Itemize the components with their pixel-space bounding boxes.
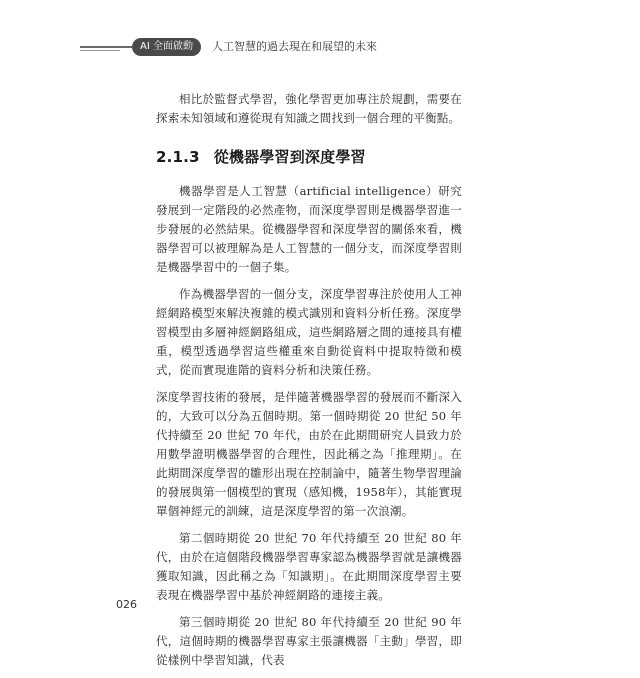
- paragraph-3: 作為機器學習的一個分支，深度學習專注於使用人工神經網路模型來解決複雜的模式識別和資料分析任務。深度學習模型由多層神經網路組成，這些網路層之間的連接具有權重，模型透過學習這些權重來自動從資料中提取特徵和模式，從而實現進階的資料分析和決策任務。: [156, 287, 462, 377]
- section-title: 從機器學習到深度學習: [213, 148, 366, 166]
- paragraph-2: 機器學習是人工智慧（artificial intelligence）研究發展到一定階段的必然產物，而深度學習則是機器學習進一步發展的必然結果。從機器學習和深度學習的關係來看，機器學習可以被理解為是人工智慧的一個分支，而深度學習則是機器學習中的一個子集。: [156, 184, 462, 274]
- paragraph-1: 相比於監督式學習，強化學習更加專注於規劃，需要在探索未知領域和遵從現有知識之間找到一個合理的平衡點。: [156, 92, 462, 125]
- running-header: [80, 38, 600, 56]
- page-body: [156, 90, 462, 678]
- header-rule-thin: [80, 50, 120, 51]
- header-rule: [80, 46, 132, 48]
- header-chapter-title: 人工智慧的過去現在和展望的未來: [212, 40, 377, 53]
- section-number: 2.1.3: [156, 148, 200, 166]
- section-heading: [156, 146, 462, 168]
- paragraph-4: 深度學習技術的發展，是伴隨著機器學習的發展而不斷深入的，大致可以分為五個時期。第一個時期從 20 世紀 50 年代持續至 20 世紀 70 年代，由於在此期間研究人員致力於用數學證明機器學習的合理性，因此稱之為「推理期」。在此期間深度學習的雛形出現在控制論中，隨著生物學習理論的發展與第一個模型的實現（感知機，1958年），其能實現單個神經元的訓練，這是深度學習的第一次浪潮。: [156, 390, 462, 518]
- page-number: 026: [116, 598, 137, 611]
- paragraph-5: 第二個時期從 20 世紀 70 年代持續至 20 世紀 80 年代，由於在這個階段機器學習專家認為機器學習就是讓機器獲取知識，因此稱之為「知識期」。在此期間深度學習主要表現在機器學習中基於神經網路的連接主義。: [156, 531, 462, 602]
- paragraph-6: 第三個時期從 20 世紀 80 年代持續至 20 世紀 90 年代，這個時期的機器學習專家主張讓機器「主動」學習，即從樣例中學習知識，代表: [156, 615, 462, 667]
- header-book-badge: AI 全面啟動: [132, 38, 201, 56]
